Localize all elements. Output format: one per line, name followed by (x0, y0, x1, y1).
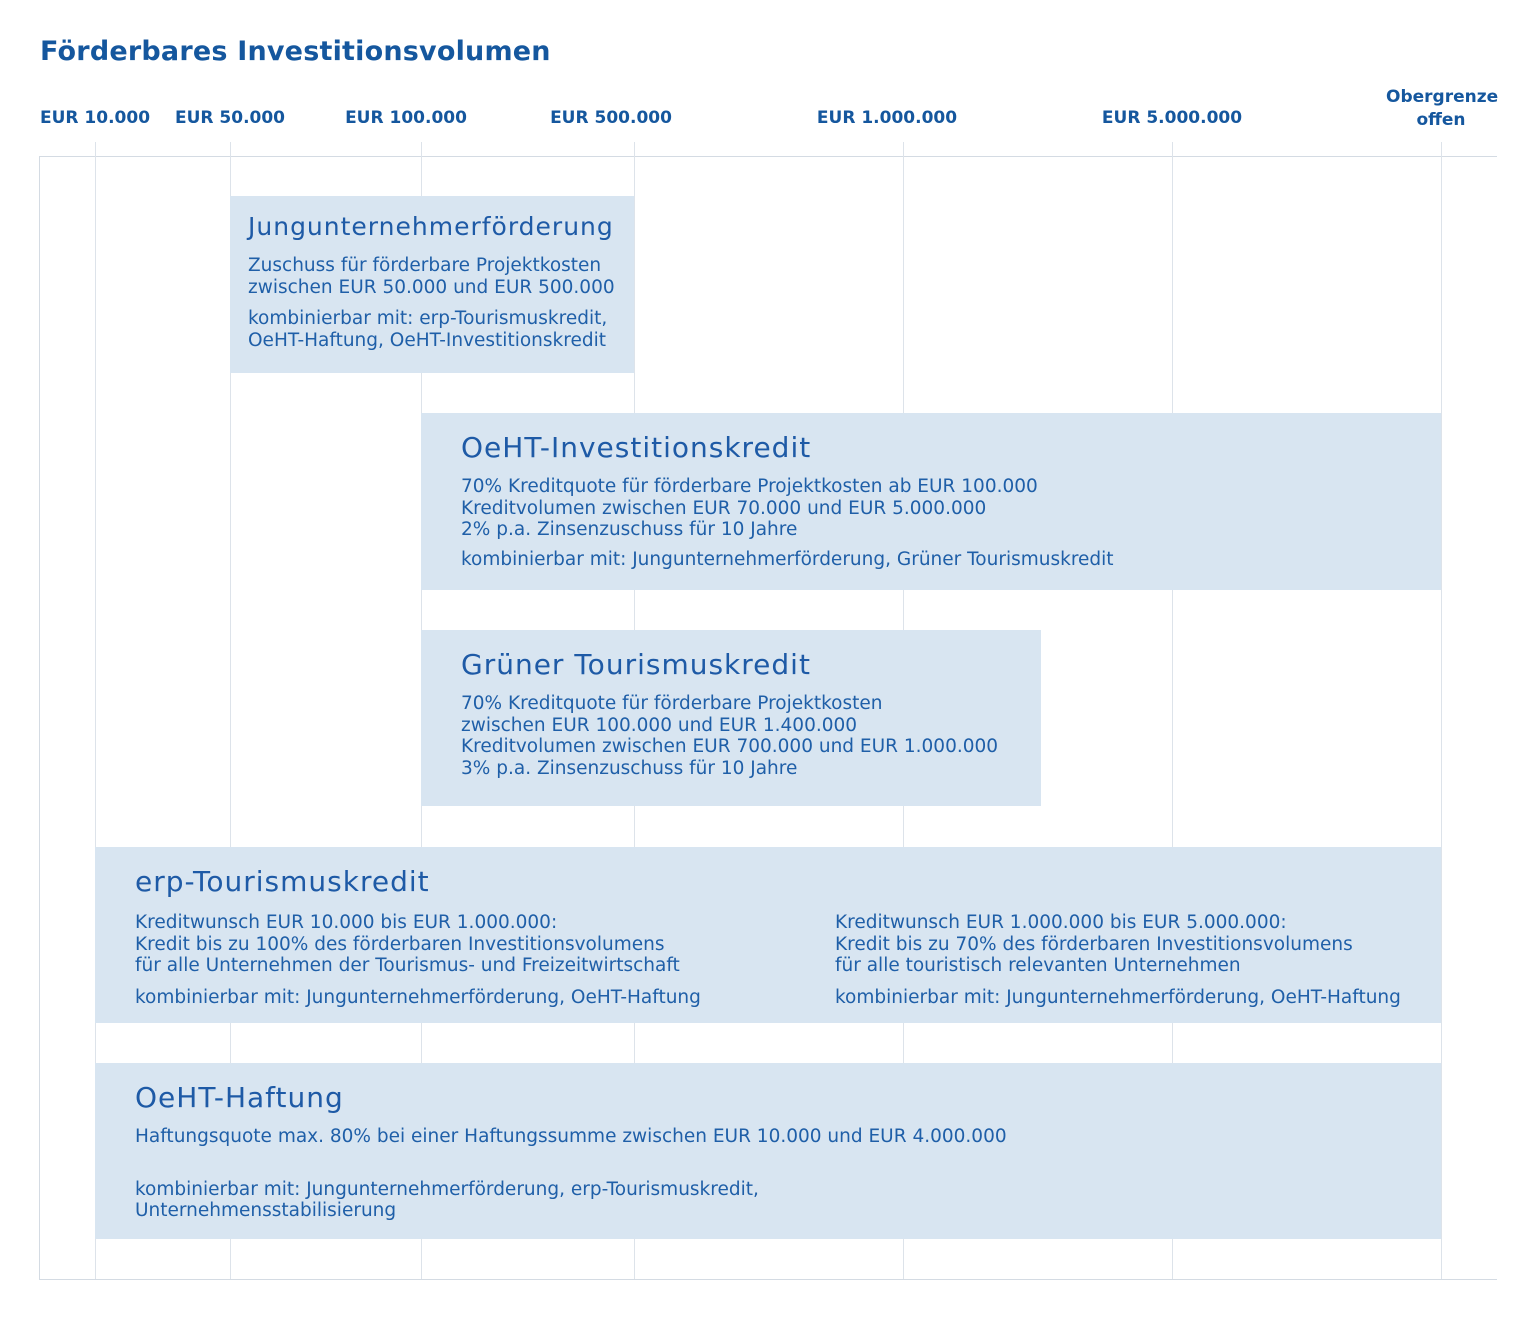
box-combo: kombinierbar mit: Jungunternehmerförderung, OeHT-Haftung (135, 986, 701, 1008)
box-text: Kredit bis zu 70% des förderbaren Investitionsvolumens (835, 933, 1353, 955)
box-combo: kombinierbar mit: erp-Tourismuskredit, (248, 308, 608, 329)
box-text: 3% p.a. Zinsenzuschuss für 10 Jahre (461, 757, 798, 779)
box-text: 2% p.a. Zinsenzuschuss für 10 Jahre (461, 519, 798, 540)
axis-label-5000000: EUR 5.000.000 (1101, 108, 1243, 128)
box-combo: Unternehmensstabilisierung (135, 1200, 397, 1221)
box-gruener-tourismuskredit (421, 630, 1041, 806)
box-text: Kreditwunsch EUR 1.000.000 bis EUR 5.000.000: (835, 912, 1287, 933)
box-oeht-investitionskredit (421, 413, 1441, 590)
box-text: Kreditvolumen zwischen EUR 70.000 und EUR 5.000.000 (461, 497, 987, 519)
box-text: zwischen EUR 50.000 und EUR 500.000 (248, 276, 615, 298)
page-title: Förderbares Investitionsvolumen (40, 36, 551, 67)
axis-label-10000: EUR 10.000 (40, 108, 151, 128)
box-combo: OeHT-Haftung, OeHT-Investitionskredit (248, 329, 606, 351)
box-text: für alle touristisch relevanten Unternehmen (835, 955, 1241, 976)
axis-label-50000: EUR 50.000 (174, 108, 286, 128)
box-text: 70% Kreditquote für förderbare Projektkosten ab EUR 100.000 (461, 476, 1038, 497)
box-title: OeHT-Investitionskredit (461, 431, 812, 464)
gridline-upper-limit (1441, 142, 1442, 1279)
box-text: Kredit bis zu 100% des förderbaren Investitionsvolumens (135, 933, 665, 955)
box-title: Jungunternehmerförderung (248, 212, 614, 241)
box-text: für alle Unternehmen der Tourismus- und Freizeitwirtschaft (135, 955, 680, 976)
axis-label-500000: EUR 500.000 (550, 108, 672, 128)
box-title: erp-Tourismuskredit (135, 865, 430, 898)
erp-left-column (135, 912, 701, 1008)
axis-label-100000: EUR 100.000 (345, 108, 467, 128)
box-text: Kreditwunsch EUR 10.000 bis EUR 1.000.000: (135, 912, 558, 933)
box-text: Haftungsquote max. 80% bei einer Haftungssumme zwischen EUR 10.000 und EUR 4.000.000 (135, 1126, 1007, 1147)
box-erp-tourismuskredit (95, 847, 1441, 1023)
box-text: 70% Kreditquote für förderbare Projektkosten (461, 693, 883, 714)
box-jungunternehmerfoerderung (230, 196, 634, 373)
box-title: Grüner Tourismuskredit (461, 648, 811, 681)
box-combo: kombinierbar mit: Jungunternehmerförderung, OeHT-Haftung (835, 986, 1401, 1008)
box-text: zwischen EUR 100.000 und EUR 1.400.000 (461, 714, 858, 736)
axis-label-upper-limit (1386, 86, 1499, 132)
axis-upper-line2: offen (1416, 110, 1466, 130)
erp-right-column (835, 912, 1401, 1008)
box-title: OeHT-Haftung (135, 1081, 344, 1114)
box-combo: kombinierbar mit: Jungunternehmerförderung, Grüner Tourismuskredit (461, 548, 1114, 570)
box-oeht-haftung (95, 1063, 1441, 1239)
axis-upper-line1: Obergrenze (1386, 87, 1499, 107)
axis-label-1000000: EUR 1.000.000 (816, 108, 958, 128)
box-combo: kombinierbar mit: Jungunternehmerförderung, erp-Tourismuskredit, (135, 1178, 759, 1200)
box-text: Zuschuss für förderbare Projektkosten (248, 255, 602, 276)
box-text: Kreditvolumen zwischen EUR 700.000 und EUR 1.000.000 (461, 736, 999, 757)
